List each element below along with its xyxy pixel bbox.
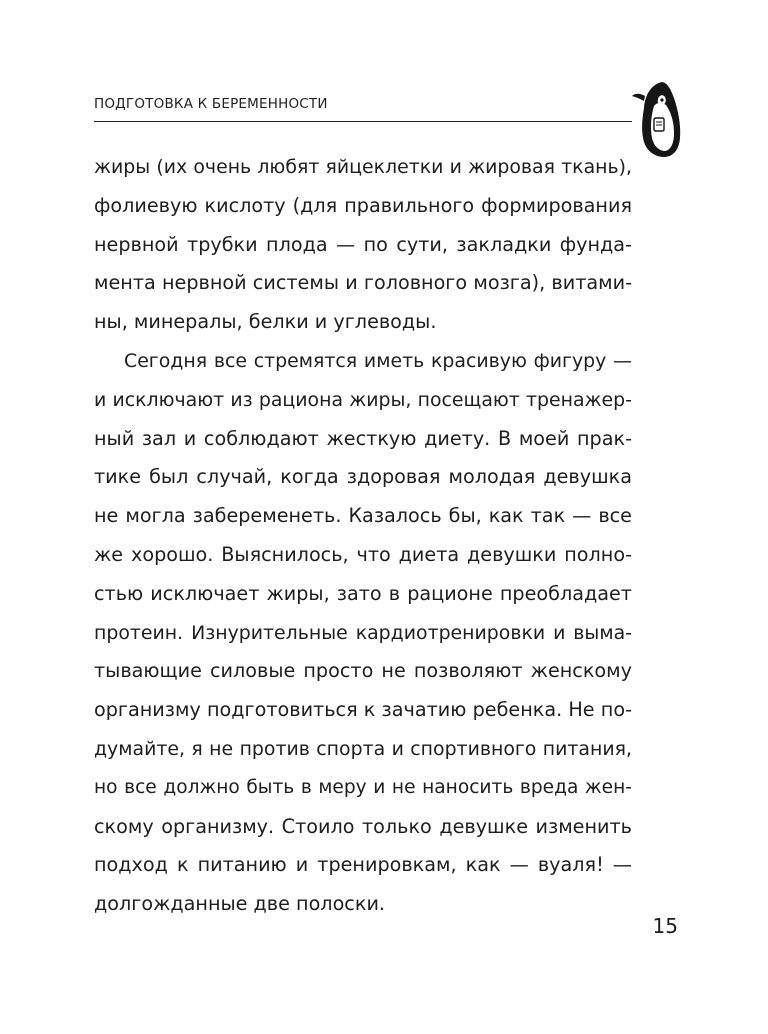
text-line: и исключают из рациона жиры, посещают тренажер- xyxy=(94,388,632,411)
text-line: же хорошо. Выяснилось, что диета девушки полно- xyxy=(94,542,632,566)
text-line: не могла забеременеть. Казалось бы, как так — все xyxy=(94,504,632,528)
text-line: стью исключает жиры, зато в рационе преобладает xyxy=(94,581,632,605)
text-line: тике был случай, когда здоровая молодая девушка xyxy=(94,465,632,489)
text-line: протеин. Изнурительные кардиотренировки и выма- xyxy=(94,621,632,644)
text-line: подход к питанию и тренировкам, как — вуаля! — xyxy=(94,853,632,877)
text-line: ный зал и соблюдают жесткую диету. В моей прак- xyxy=(94,426,632,450)
header-rule xyxy=(94,121,632,122)
text-line: скому организму. Стоило только девушке изменить xyxy=(94,814,632,838)
text-line: Сегодня все стремятся иметь красивую фигуру — xyxy=(124,349,632,372)
text-line: долгожданные две полоски. xyxy=(94,892,386,916)
text-line: нервной трубки плода — по сути, закладки фунда- xyxy=(94,232,632,256)
text-line: но все должно быть в меру и не наносить вреда жен- xyxy=(94,776,632,798)
page-number: 15 xyxy=(652,914,678,938)
text-line: ны, минералы, белки и углеводы. xyxy=(94,310,437,334)
text-line: думайте, я не против спорта и спортивного питания, xyxy=(94,737,632,760)
text-line: тывающие силовые просто не позволяют женскому xyxy=(94,659,632,683)
text-line: мента нервной системы и головного мозга), витами- xyxy=(94,271,632,295)
text-line: жиры (их очень любят яйцеклетки и жировая ткань), xyxy=(94,156,632,178)
text-line: фолиевую кислоту (для правильного формирования xyxy=(94,193,632,217)
header-title: ПОДГОТОВКА К БЕРЕМЕННОСТИ xyxy=(94,96,328,112)
text-line: организму подготовиться к зачатию ребенка. Не по- xyxy=(94,698,632,722)
penguin-mascot-icon xyxy=(632,80,684,160)
body-text xyxy=(94,148,632,924)
